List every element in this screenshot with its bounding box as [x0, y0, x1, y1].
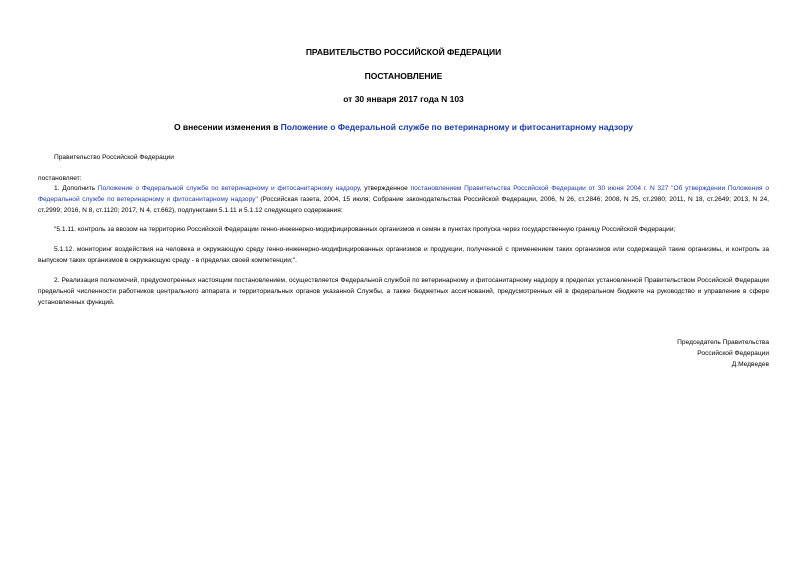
- subitem-5-1-11-paragraph: "5.1.11. контроль за ввозом на территорию Российской Федерации генно-инженерно-модифицированных организмов и семян в пунктах пропуска через государственную границу Российской Федерации;: [54, 226, 676, 233]
- document-title: [0, 122, 807, 132]
- title-prefix: О внесении изменения в: [173, 122, 281, 132]
- regulation-link[interactable]: Положение о Федеральной службе по ветеринарному и фитосанитарному надзору: [97, 185, 360, 192]
- date-number-heading: от 30 января 2017 года N 103: [343, 94, 464, 104]
- signature-position: Председатель Правительства: [677, 339, 769, 346]
- subitem-5-1-12-paragraph: 5.1.12. мониторинг воздействия на человека и окружающую среду генно-инженерно-модифицированных организмов и продукции, полученной с применением таких организмов или содержащей такие организмы, и контроль за выпуском таких организмов в окружающую среду - в пределах своей компетенции;".: [38, 246, 769, 264]
- title-link[interactable]: Положение о Федеральной службе по ветеринарному и фитосанитарному надзору: [280, 122, 634, 132]
- signature-block: [677, 337, 769, 370]
- resolution-327-link[interactable]: постановлением Правительства Российской Федерации от 30 июня 2004 г. N 327 "Об утверждении Положения о Федеральной службе по ветеринарному и фитосанитарному надзору": [38, 185, 769, 203]
- signature-name: Д.Медведев: [731, 361, 769, 368]
- item-1-text-a: 1. Дополнить: [54, 185, 98, 192]
- document-type-heading: ПОСТАНОВЛЕНИЕ: [364, 71, 443, 81]
- item-1-text-c: (Российская газета, 2004, 15 июля; Собрание законодательства Российской Федерации, 2006, N 26, ст.2846; 2008, N 25, ст.2980; 2011, N 18, ст.2649; 2013, N 24, ст.2999; 2016, N 8, ст.1120; 2017, N 4, ст.662), подпунктами 5.1.11 и 5.1.12 следующего содержания:: [38, 196, 769, 214]
- item-2-paragraph: 2. Реализация полномочий, предусмотренных настоящим постановлением, осуществляется Федеральной службой по ветеринарному и фитосанитарному надзору в пределах установленной Правительством Российской Федерации предельной численности работников центрального аппарата и территориальных органов указанной Службы, а также бюджетных ассигнований, предусмотренных ей в федеральном бюджете на руководство и управление в сфере установленных функций.: [38, 277, 769, 306]
- signature-government: Российской Федерации: [697, 350, 769, 357]
- government-heading: ПРАВИТЕЛЬСТВО РОССИЙСКОЙ ФЕДЕРАЦИИ: [305, 47, 502, 57]
- resolves-paragraph: постановляет:: [38, 175, 82, 182]
- item-1-paragraph: [38, 183, 769, 216]
- item-1-text-b: , утвержденное: [359, 185, 411, 192]
- intro-paragraph: Правительство Российской Федерации: [54, 154, 174, 161]
